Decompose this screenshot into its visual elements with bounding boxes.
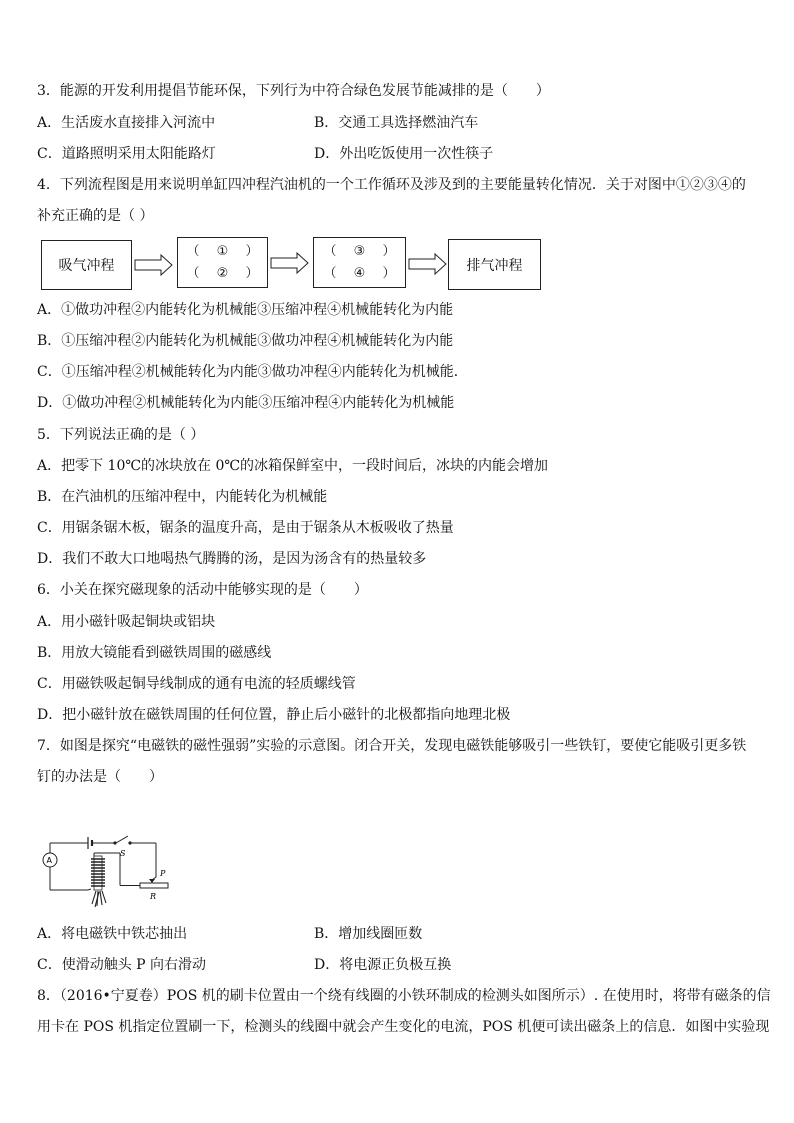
flow-box-2 bbox=[177, 237, 268, 288]
q3-option-a: A．生活废水直接排入河流中 bbox=[37, 115, 216, 131]
q4-option-a: A．①做功冲程②内能转化为机械能③压缩冲程④机械能转化为内能 bbox=[37, 302, 454, 318]
q6-option-d: D．把小磁针放在磁铁周围的任何位置，静止后小磁针的北极都指向地理北极 bbox=[37, 707, 511, 723]
q7-option-a: A．将电磁铁中铁芯抽出 bbox=[37, 926, 188, 942]
switch-icon bbox=[116, 836, 128, 843]
q5-option-a: A．把零下 10℃的冰块放在 0℃的冰箱保鲜室中，一段时间后，冰块的内能会增加 bbox=[37, 458, 549, 474]
q6-option-a: A．用小磁针吸起铜块或铝块 bbox=[37, 614, 216, 630]
flow-arrow-1-icon bbox=[134, 253, 174, 277]
q6-stem: 6．小关在探究磁现象的活动中能够实现的是（ ） bbox=[37, 582, 368, 598]
q6-option-c: C．用磁铁吸起铜导线制成的通有电流的轻质螺线管 bbox=[37, 676, 356, 692]
q7-circuit-diagram bbox=[36, 828, 176, 910]
q3-option-d: D．外出吃饭使用一次性筷子 bbox=[314, 146, 494, 162]
q7-option-d: D．将电源正负极互换 bbox=[314, 957, 452, 973]
flow-box-3-bottom: （ ④ ） bbox=[323, 265, 396, 281]
q4-option-c: C．①压缩冲程②机械能转化为内能③做功冲程④内能转化为机械能． bbox=[37, 364, 468, 380]
iron-nails-icon bbox=[92, 891, 106, 907]
q4-option-b: B．①压缩冲程②内能转化为机械能③做功冲程④机械能转化为内能 bbox=[37, 333, 454, 349]
flow-arrow-2-icon bbox=[270, 251, 310, 275]
electromagnet-icon bbox=[88, 856, 105, 890]
q5-option-c: C．用锯条锯木板，锯条的温度升高，是由于锯条从木板吸收了热量 bbox=[37, 520, 454, 536]
q6-option-b: B．用放大镜能看到磁铁周围的磁感线 bbox=[37, 645, 272, 661]
slider-contact-icon bbox=[149, 879, 155, 883]
resistor-icon bbox=[140, 883, 168, 888]
q7-option-b: B．增加线圈匝数 bbox=[314, 926, 423, 942]
q8-line1: 8．（2016•宁夏卷）POS 机的刷卡位置由一个绕有线圈的小铁环制成的检测头如图所示）. 在使用时，将带有磁条的信 bbox=[37, 988, 771, 1004]
q7-stem-line1: 7．如图是探究“电磁铁的磁性强弱”实验的示意图。闭合开关，发现电磁铁能够吸引一些铁钉，要使它能吸引更多铁 bbox=[37, 738, 747, 754]
q4-stem-line1: 4．下列流程图是用来说明单缸四冲程汽油机的一个工作循环及涉及到的主要能量转化情况．关于对图中①②③④的 bbox=[37, 177, 746, 193]
q7-option-c: C．使滑动触头 P 向右滑动 bbox=[37, 957, 207, 973]
flow-box-2-top: （ ① ） bbox=[186, 243, 259, 259]
q5-stem: 5．下列说法正确的是（ ） bbox=[37, 427, 205, 443]
switch-label: S bbox=[120, 849, 126, 858]
flow-box-intake: 吸气冲程 bbox=[41, 240, 132, 290]
flow-arrow-3-icon bbox=[408, 252, 448, 276]
slider-label: P bbox=[160, 869, 166, 878]
flow-box-exhaust: 排气冲程 bbox=[448, 239, 541, 290]
flow-box-2-bottom: （ ② ） bbox=[186, 265, 259, 281]
q7-stem-line2: 钉的办法是（ ） bbox=[37, 769, 163, 785]
flow-box-3-top: （ ③ ） bbox=[323, 243, 396, 259]
q5-option-b: B．在汽油机的压缩冲程中，内能转化为机械能 bbox=[37, 489, 328, 505]
q4-option-d: D．①做功冲程②机械能转化为内能③压缩冲程④内能转化为机械能 bbox=[37, 395, 455, 411]
q3-option-c: C．道路照明采用太阳能路灯 bbox=[37, 146, 216, 162]
ammeter-label: A bbox=[46, 856, 52, 865]
flow-box-3 bbox=[313, 237, 406, 288]
q3-stem: 3．能源的开发利用提倡节能环保，下列行为中符合绿色发展节能减排的是（ ） bbox=[37, 83, 550, 99]
q5-option-d: D．我们不敢大口地喝热气腾腾的汤，是因为汤含有的热量较多 bbox=[37, 551, 427, 567]
q4-stem-line2: 补充正确的是（ ） bbox=[37, 208, 154, 224]
resistor-label: R bbox=[150, 892, 157, 901]
q3-option-b: B．交通工具选择燃油汽车 bbox=[314, 115, 479, 131]
q8-line2: 用卡在 POS 机指定位置刷一下，检测头的线圈中就会产生变化的电流，POS 机便可读出磁条上的信息．如图中实验现 bbox=[37, 1019, 770, 1035]
